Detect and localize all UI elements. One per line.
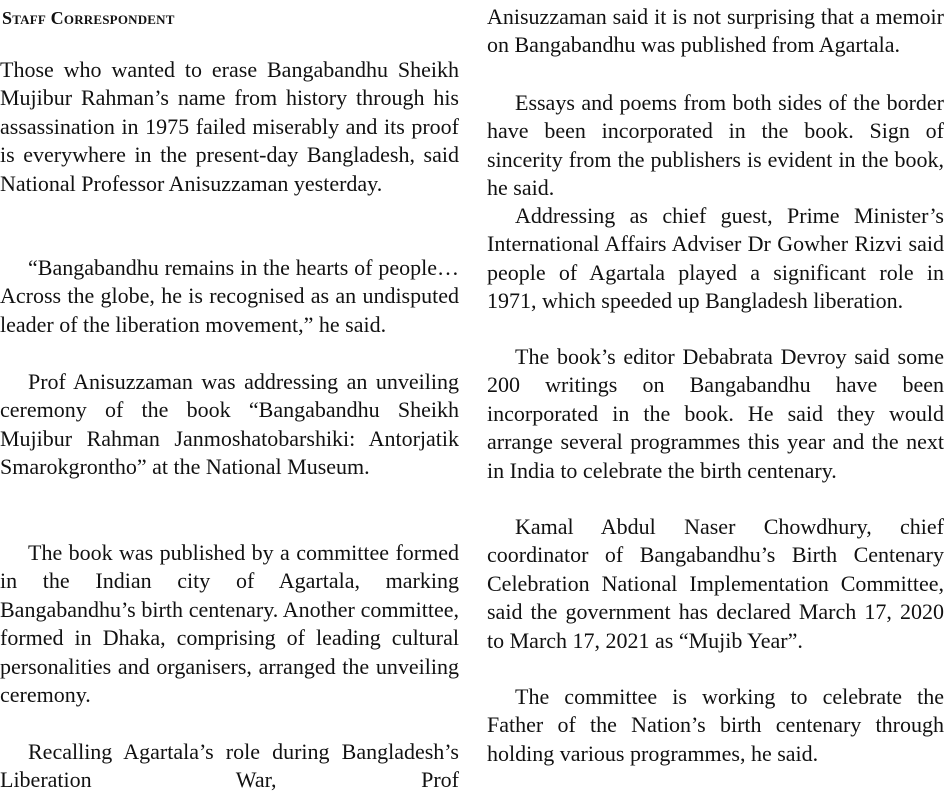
article-paragraph: Essays and poems from both sides of the border have been incorporated in the book. Sign of sincerity from the publishers is evident in the book, he said. xyxy=(487,90,944,201)
article-paragraph: Those who wanted to erase Bangabandhu Sheikh Mujibur Rahman’s name from history through his assassination in 1975 failed miserably and its proof is everywhere in the present-day Bangladesh, said National Professor Anisuzzaman yesterday. xyxy=(0,57,459,196)
article-paragraph: Kamal Abdul Naser Chowdhury, chief coordinator of Bangabandhu’s Birth Centenary Celebration National Implementation Committee, said the government has declared March 17, 2020 to March 17, 2021 as “Mujib Year”. xyxy=(487,514,944,653)
article-paragraph: The book was published by a committee formed in the Indian city of Agartala, marking Bangabandhu’s birth centenary. Another committee, formed in Dhaka, comprising of leading cultural personalities and organisers, arranged the unveiling ceremony. xyxy=(0,540,459,708)
article-paragraph: Recalling Agartala’s role during Bangladesh’s Liberation War, Prof xyxy=(0,739,459,793)
article-paragraph: The book’s editor Debabrata Devroy said some 200 writings on Bangabandhu have been incorporated in the book. He said they would arrange several programmes this year and the next in India to celebrate the birth centenary. xyxy=(487,344,944,483)
article-paragraph: The committee is working to celebrate the Father of the Nation’s birth centenary through holding various programmes, he said. xyxy=(487,684,944,766)
article-paragraph: Prof Anisuzzaman was addressing an unveiling ceremony of the book “Bangabandhu Sheikh Mujibur Rahman Janmoshatobarshiki: Antorjatik Smarokgrontho” at the National Museum. xyxy=(0,369,459,480)
article-paragraph: “Bangabandhu remains in the hearts of people… Across the globe, he is recognised as an undisputed leader of the liberation movement,” he said. xyxy=(0,255,459,337)
article-paragraph: Addressing as chief guest, Prime Minister’s International Affairs Adviser Dr Gowher Rizvi said people of Agartala played a significant role in 1971, which speeded up Bangladesh liberation. xyxy=(487,203,944,314)
byline: Staff Correspondent xyxy=(2,8,175,28)
article-paragraph: Anisuzzaman said it is not surprising that a memoir on Bangabandhu was published from Agartala. xyxy=(487,4,944,58)
